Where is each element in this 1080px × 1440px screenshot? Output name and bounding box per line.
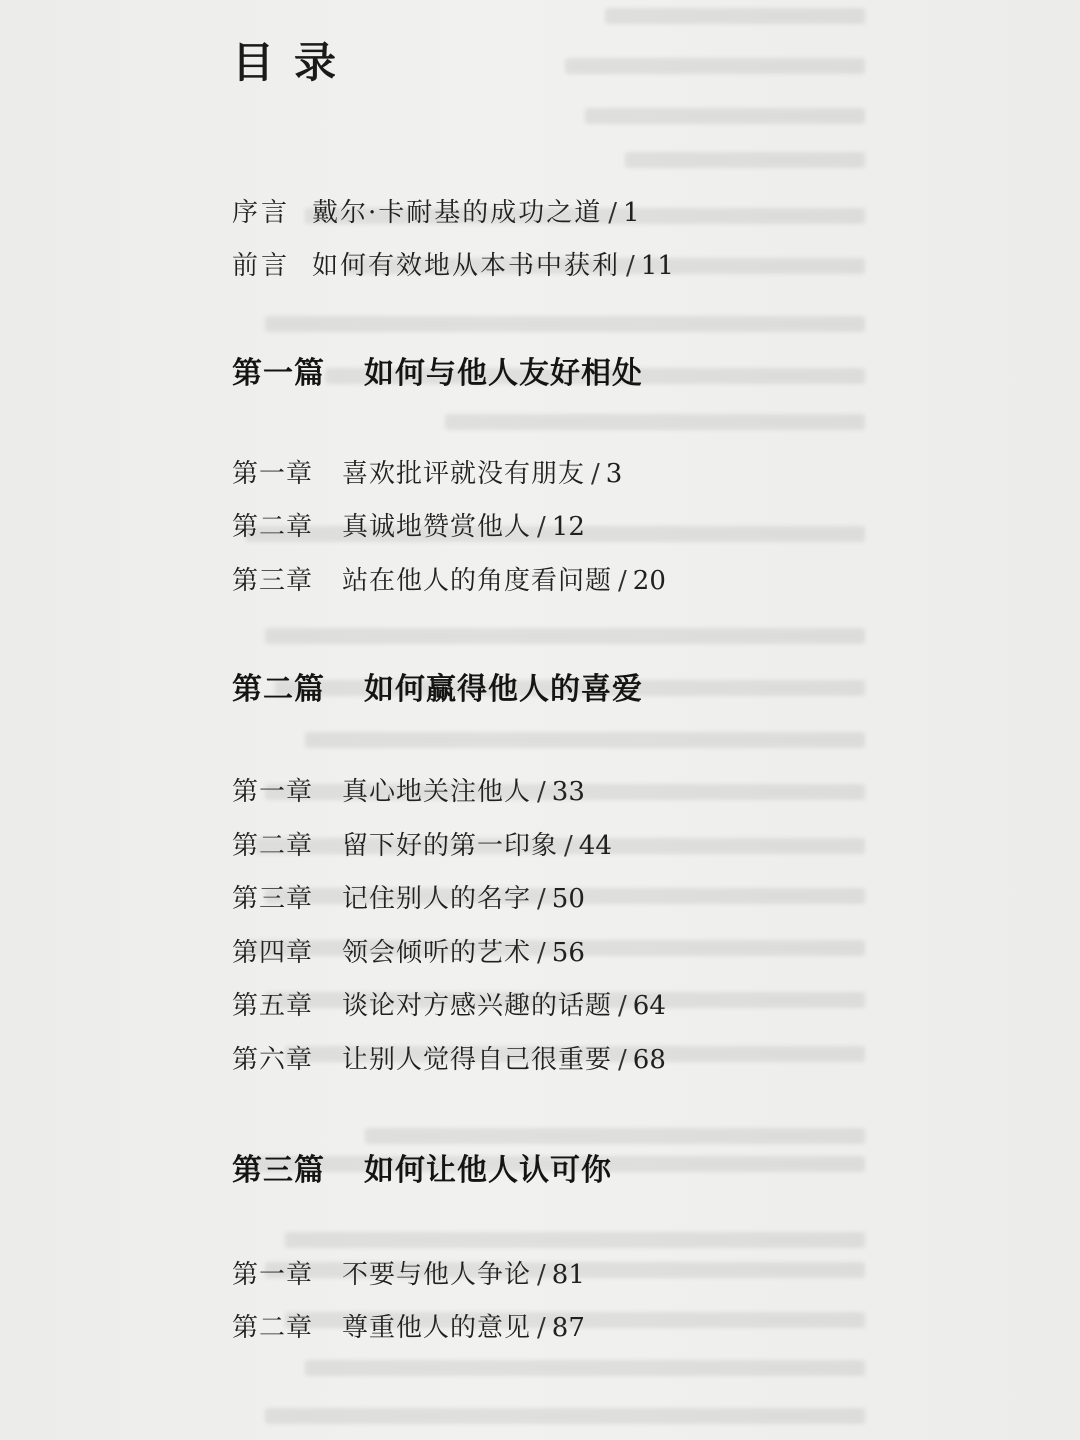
part-title: 如何赢得他人的喜爱 [364, 672, 643, 707]
page-title: 目录 [232, 38, 357, 87]
toc-entry-preface[interactable] [232, 192, 640, 229]
page-number: 20 [632, 566, 666, 596]
page-number: 33 [551, 777, 585, 807]
toc-entry-part2-ch4[interactable] [232, 932, 585, 969]
toc-entry-part2-ch3[interactable] [232, 878, 585, 915]
chapter-label: 第一章 [232, 459, 314, 489]
chapter-label: 第三章 [232, 884, 314, 914]
chapter-title: 不要与他人争论 [342, 1260, 532, 1290]
page-number: 68 [632, 1045, 666, 1075]
part-heading-3[interactable] [232, 1145, 612, 1189]
page-separator: / [618, 566, 627, 596]
toc-entry-part2-ch1[interactable] [232, 771, 585, 808]
page-separator: / [618, 991, 627, 1021]
chapter-title: 记住别人的名字 [342, 884, 532, 914]
chapter-label: 第二章 [232, 831, 314, 861]
chapter-label: 第六章 [232, 1045, 314, 1075]
chapter-title: 真诚地赞赏他人 [342, 512, 532, 542]
chapter-label: 第一章 [232, 777, 314, 807]
page-number: 44 [578, 831, 612, 861]
entry-title: 如何有效地从本书中获利 [312, 251, 621, 281]
chapter-label: 第三章 [232, 566, 314, 596]
toc-entry-part2-ch6[interactable] [232, 1039, 666, 1076]
page-separator: / [537, 777, 546, 807]
page-number: 11 [640, 251, 674, 281]
part-title: 如何与他人友好相处 [364, 356, 643, 391]
page-number: 50 [551, 884, 585, 914]
toc-entry-part1-ch1[interactable] [232, 453, 622, 490]
toc-entry-part3-ch1[interactable] [232, 1254, 585, 1291]
page-number: 3 [605, 459, 623, 489]
toc-entry-part1-ch2[interactable] [232, 506, 585, 543]
chapter-title: 尊重他人的意见 [342, 1313, 532, 1343]
page-number: 12 [551, 512, 585, 542]
chapter-label: 第五章 [232, 991, 314, 1021]
toc-entry-part3-ch2[interactable] [232, 1307, 585, 1344]
page-separator: / [608, 198, 618, 228]
part-label: 第三篇 [232, 1153, 325, 1188]
page-number: 87 [551, 1313, 585, 1343]
page-number: 64 [632, 991, 666, 1021]
page-separator: / [564, 831, 573, 861]
toc-entry-part2-ch2[interactable] [232, 825, 612, 862]
page-separator: / [537, 1260, 546, 1290]
page-number: 56 [551, 938, 585, 968]
page-separator: / [618, 1045, 627, 1075]
part-label: 第二篇 [232, 672, 325, 707]
part-heading-1[interactable] [232, 348, 643, 392]
chapter-title: 站在他人的角度看问题 [342, 566, 613, 596]
page-separator: / [626, 251, 635, 281]
chapter-title: 让别人觉得自己很重要 [342, 1045, 613, 1075]
part-label: 第一篇 [232, 356, 325, 391]
part-heading-2[interactable] [232, 664, 643, 708]
entry-title: 戴尔·卡耐基的成功之道 [312, 198, 603, 228]
page-separator: / [537, 938, 546, 968]
page-separator: / [537, 884, 546, 914]
chapter-title: 领会倾听的艺术 [342, 938, 532, 968]
entry-label: 序言 [232, 198, 291, 228]
chapter-title: 谈论对方感兴趣的话题 [342, 991, 613, 1021]
page-separator: / [537, 512, 546, 542]
part-title: 如何让他人认可你 [364, 1153, 612, 1188]
page-number: 81 [551, 1260, 585, 1290]
page-number: 1 [623, 198, 640, 228]
chapter-title: 真心地关注他人 [342, 777, 532, 807]
page-separator: / [591, 459, 600, 489]
toc-entry-part1-ch3[interactable] [232, 560, 666, 597]
chapter-label: 第一章 [232, 1260, 314, 1290]
chapter-label: 第二章 [232, 1313, 314, 1343]
chapter-label: 第四章 [232, 938, 314, 968]
chapter-title: 喜欢批评就没有朋友 [342, 459, 586, 489]
page-separator: / [537, 1313, 546, 1343]
toc-entry-foreword[interactable] [232, 245, 674, 282]
entry-label: 前言 [232, 251, 291, 281]
toc-entry-part2-ch5[interactable] [232, 985, 666, 1022]
chapter-title: 留下好的第一印象 [342, 831, 559, 861]
chapter-label: 第二章 [232, 512, 314, 542]
